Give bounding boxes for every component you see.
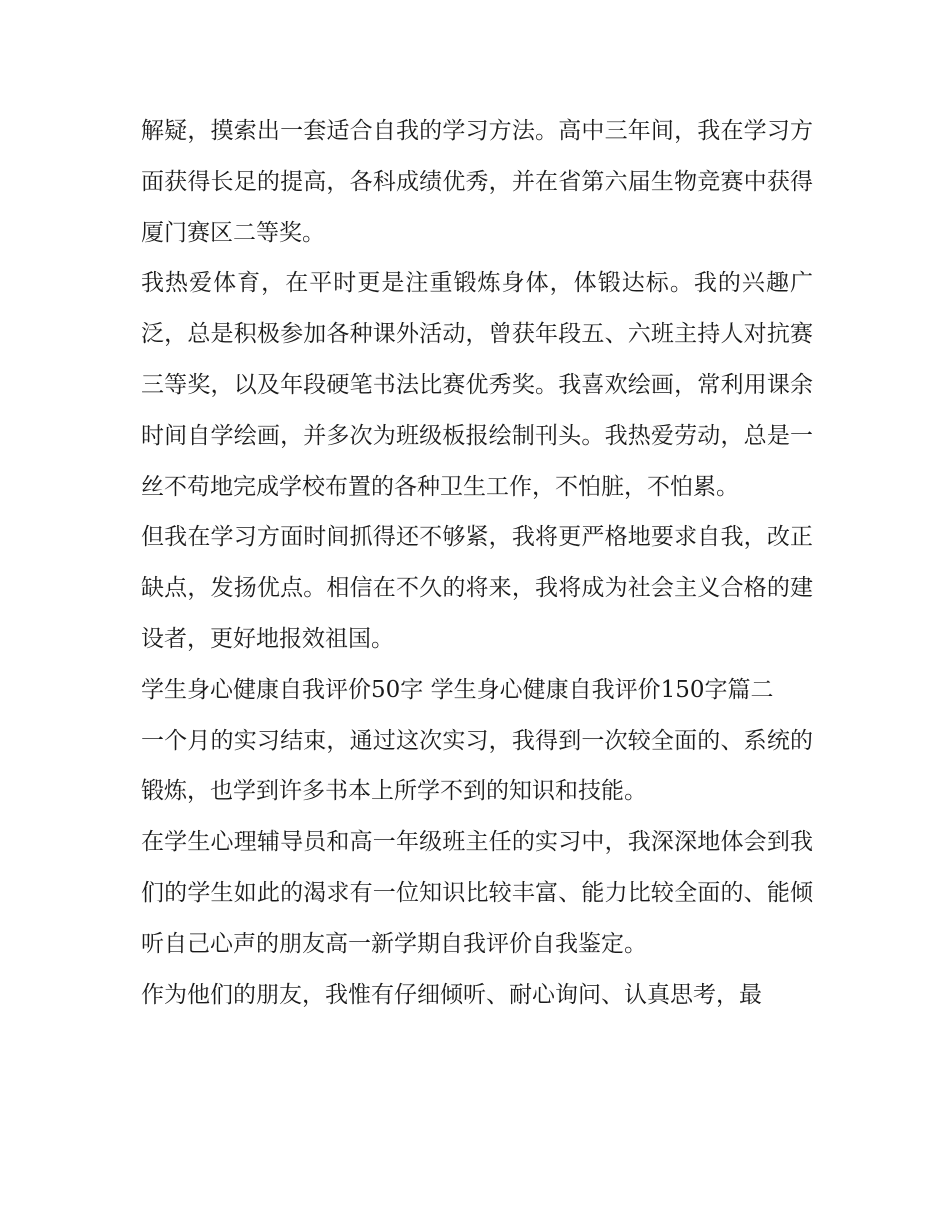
paragraph-study-method: 解疑，摸索出一套适合自我的学习方法。高中三年间，我在学习方面获得长足的提高，各科成绩优秀，并在省第六届生物竞赛中获得厦门赛区二等奖。: [141, 118, 813, 246]
paragraph-internship-summary: 一个月的实习结束，通过这次实习，我得到一次较全面的、系统的锻炼，也学到许多书本上所学不到的知识和技能。: [141, 727, 813, 805]
paragraph-improvement: 但我在学习方面时间抓得还不够紧，我将更严格地要求自我，改正缺点，发扬优点。相信在不久的将来，我将成为社会主义合格的建设者，更好地报效祖国。: [141, 524, 813, 652]
paragraph-sports-hobbies: 我热爱体育，在平时更是注重锻炼身体，体锻达标。我的兴趣广泛，总是积极参加各种课外活动，曾获年段五、六班主持人对抗赛三等奖，以及年段硬笔书法比赛优秀奖。我喜欢绘画，常利用课余时间自学绘画，并多次为班级板报绘制刊头。我热爱劳动，总是一丝不苟地完成学校布置的各种卫生工作，不怕脏，不怕累。: [141, 270, 813, 500]
section-heading: 学生身心健康自我评价50字 学生身心健康自我评价150字篇二: [141, 676, 774, 703]
paragraph-friend-role: 作为他们的朋友，我惟有仔细倾听、耐心询问、认真思考，最: [141, 981, 762, 1008]
document-body: [141, 106, 813, 1020]
paragraph-counselor-experience: 在学生心理辅导员和高一年级班主任的实习中，我深深地体会到我们的学生如此的渴求有一位知识比较丰富、能力比较全面的、能倾听自己心声的朋友高一新学期自我评价自我鉴定。: [141, 829, 813, 957]
